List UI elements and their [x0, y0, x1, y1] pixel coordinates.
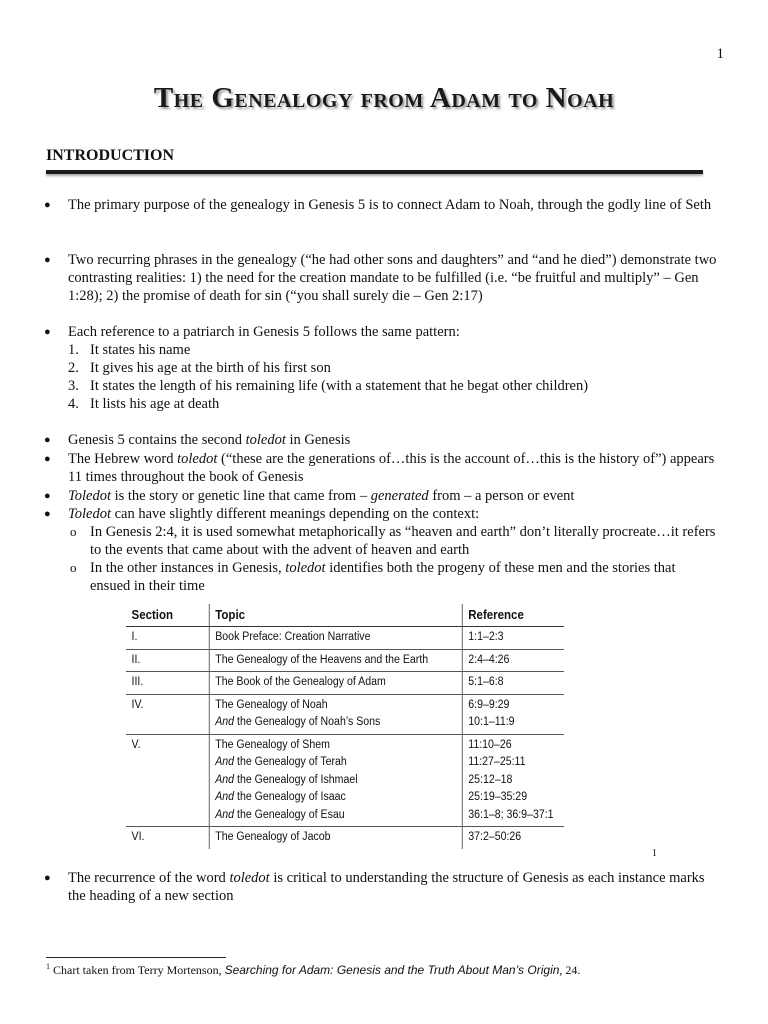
reference-line: 25:12–18: [468, 773, 513, 786]
item-number: 1.: [68, 342, 79, 358]
table-footnote-mark: 1: [652, 848, 657, 859]
section-cell: I.: [126, 627, 209, 650]
italic-term: Toledot: [68, 506, 111, 522]
bullet-text: Two recurring phrases in the genealogy (“he had other sons and daughters” and “and he died”) demonstrate two contrasting realities: 1) the need for the creation mandate to be fulfilled (i.e. “be fruitful and multiply” – Gen 1:28); 2) the promise of death for sin (“you shall surely die – Gen 2:17): [68, 252, 717, 304]
bullet-icon: ●: [44, 326, 51, 338]
reference-cell: [462, 649, 564, 672]
item-text: It states the length of his remaining life (with a statement that he begat other children): [90, 378, 589, 394]
table-body: [126, 627, 564, 849]
bullet-text: [68, 505, 718, 595]
topic-line: [215, 789, 456, 807]
topic-cell: [209, 827, 462, 849]
topic-line: [215, 652, 456, 670]
italic-term: toledot: [285, 560, 326, 576]
reference-line: 25:19–35:29: [468, 791, 528, 803]
table-row: [126, 734, 564, 827]
section-cell: V.: [126, 734, 209, 827]
bullet-text: [68, 323, 718, 413]
item-text: It gives his age at the birth of his first son: [90, 360, 331, 376]
sub-list: [68, 523, 718, 595]
topic-line: [215, 737, 456, 755]
text-run: Genesis 5 contains the second: [68, 432, 246, 448]
bullet-icon: ●: [44, 434, 51, 446]
topic-line: [215, 629, 456, 647]
topic-text: The Book of the Genealogy of Adam: [215, 676, 386, 688]
topic-text: The Genealogy of Jacob: [215, 831, 331, 843]
item-number: 2.: [68, 360, 79, 376]
item-text: It lists his age at death: [90, 396, 220, 412]
sub-list-item: [68, 523, 718, 559]
text-run: in Genesis: [285, 432, 351, 448]
pattern-item: [68, 341, 718, 359]
italic-term: toledot: [177, 451, 218, 467]
topic-text: the Genealogy of Terah: [234, 756, 347, 768]
reference-cell: [462, 627, 564, 650]
topic-cell: [209, 734, 462, 827]
reference-line: 2:4–4:26: [468, 653, 510, 666]
column-header-topic: Topic: [209, 604, 462, 627]
section-cell: IV.: [126, 694, 209, 734]
topic-line: [215, 807, 456, 825]
column-header-reference: Reference: [462, 604, 564, 627]
topic-and: And: [215, 716, 235, 728]
sub-list-item: [68, 559, 718, 595]
footnote-marker: 1: [46, 962, 50, 971]
footnote-rule: [46, 957, 226, 958]
toledot-table: [126, 604, 564, 849]
reference-line: 10:1–11:9: [468, 716, 515, 728]
topic-text: The Genealogy of Noah: [215, 698, 328, 711]
topic-and: And: [215, 791, 235, 803]
topic-text: the Genealogy of Esau: [234, 808, 345, 821]
topic-cell: [209, 649, 462, 672]
table-row: [126, 649, 564, 672]
footnote-book-title: Searching for Adam: Genesis and the Truth About Man’s Origin: [224, 963, 560, 977]
reference-line: 5:1–6:8: [468, 676, 504, 688]
section-cell: II.: [126, 649, 209, 672]
topic-line: [215, 697, 456, 715]
text-run: is the story or genetic line that came from –: [110, 488, 371, 504]
topic-text: Book Preface: Creation Narrative: [215, 631, 371, 643]
topic-and: And: [215, 756, 235, 768]
item-text: It states his name: [90, 342, 191, 358]
text-run: The Hebrew word: [68, 451, 178, 467]
bullet-icon: ●: [44, 490, 51, 502]
text-run: In Genesis 2:4, it is used somewhat metaphorically as “heaven and earth” don’t literally procreate…it refers to the events that came about with the advent of heaven and earth: [90, 524, 716, 558]
pattern-item: [68, 395, 718, 413]
table-row: [126, 627, 564, 650]
bullet-icon: ●: [44, 453, 51, 465]
reference-cell: [462, 827, 564, 849]
text-run: (“these are the generations of…this is the account of…this is the history of”) appears 11 times throughout the book of Genesis: [68, 451, 715, 485]
footnote: [46, 962, 580, 978]
table-row: [126, 827, 564, 849]
topic-text: the Genealogy of Noah’s Sons: [234, 716, 381, 728]
section-heading: INTRODUCTION: [46, 147, 175, 164]
topic-text: The Genealogy of Shem: [215, 738, 330, 751]
bullet-icon: ●: [44, 254, 51, 266]
pattern-list: [68, 341, 718, 413]
text-run: identifies both the progeny of these men and the stories that ensued in their time: [90, 560, 676, 594]
section-cell: III.: [126, 672, 209, 695]
topic-text: the Genealogy of Ishmael: [234, 773, 358, 786]
italic-term: Toledot: [68, 488, 111, 504]
topic-line: [215, 772, 456, 790]
text-run: is critical to understanding the structure of Genesis as each instance marks the heading of a new section: [68, 870, 705, 904]
footnote-text: , 24.: [559, 963, 581, 977]
section-cell: VI.: [126, 827, 209, 849]
topic-cell: [209, 627, 462, 650]
bullet-icon: ●: [44, 508, 51, 520]
topic-and: And: [215, 773, 235, 786]
column-header-section: Section: [126, 604, 209, 627]
reference-line: 37:2–50:26: [468, 831, 522, 843]
italic-term: toledot: [245, 432, 286, 448]
topic-text: the Genealogy of Isaac: [234, 791, 346, 803]
item-number: 4.: [68, 396, 79, 412]
topic-line: [215, 714, 456, 732]
italic-term: toledot: [229, 870, 270, 886]
reference-line: 36:1–8; 36:9–37:1: [468, 808, 554, 821]
bullet-text: [68, 869, 718, 905]
pattern-item: [68, 359, 718, 377]
circle-bullet-icon: o: [70, 560, 77, 575]
pattern-intro: Each reference to a patriarch in Genesis 5 follows the same pattern:: [68, 324, 460, 340]
reference-line: 6:9–9:29: [468, 698, 510, 711]
footnote-text: Chart taken from Terry Mortenson,: [50, 963, 225, 977]
text-run: The recurrence of the word: [68, 870, 230, 886]
topic-cell: [209, 694, 462, 734]
pattern-item: [68, 377, 718, 395]
item-number: 3.: [68, 378, 79, 394]
reference-line: 11:10–26: [468, 738, 512, 751]
bullet-text: [68, 450, 718, 486]
reference-line: 1:1–2:3: [468, 631, 504, 643]
topic-line: [215, 754, 456, 772]
bullet-text: The primary purpose of the genealogy in Genesis 5 is to connect Adam to Noah, through the godly line of Seth: [68, 197, 712, 213]
topic-line: [215, 829, 456, 847]
page-number: 1: [716, 46, 724, 62]
table-row: [126, 672, 564, 695]
reference-cell: [462, 694, 564, 734]
topic-cell: [209, 672, 462, 695]
bullet-icon: ●: [44, 199, 51, 211]
circle-bullet-icon: o: [70, 524, 77, 539]
text-run: In the other instances in Genesis,: [90, 560, 286, 576]
bullet-icon: ●: [44, 872, 51, 884]
topic-line: [215, 674, 456, 692]
topic-and: And: [215, 808, 235, 821]
italic-term: generated: [370, 488, 429, 504]
text-run: from – a person or event: [428, 488, 575, 504]
text-run: can have slightly different meanings depending on the context:: [110, 506, 480, 522]
topic-text: The Genealogy of the Heavens and the Earth: [215, 653, 429, 666]
document-title: The Genealogy from Adam to Noah: [153, 82, 615, 114]
table-header-row: [126, 604, 564, 627]
reference-line: 11:27–25:11: [468, 756, 526, 768]
reference-cell: [462, 734, 564, 827]
heading-rule: [46, 170, 703, 174]
reference-cell: [462, 672, 564, 695]
table-row: [126, 694, 564, 734]
bullet-text: [68, 431, 718, 449]
bullet-text: [68, 487, 718, 505]
